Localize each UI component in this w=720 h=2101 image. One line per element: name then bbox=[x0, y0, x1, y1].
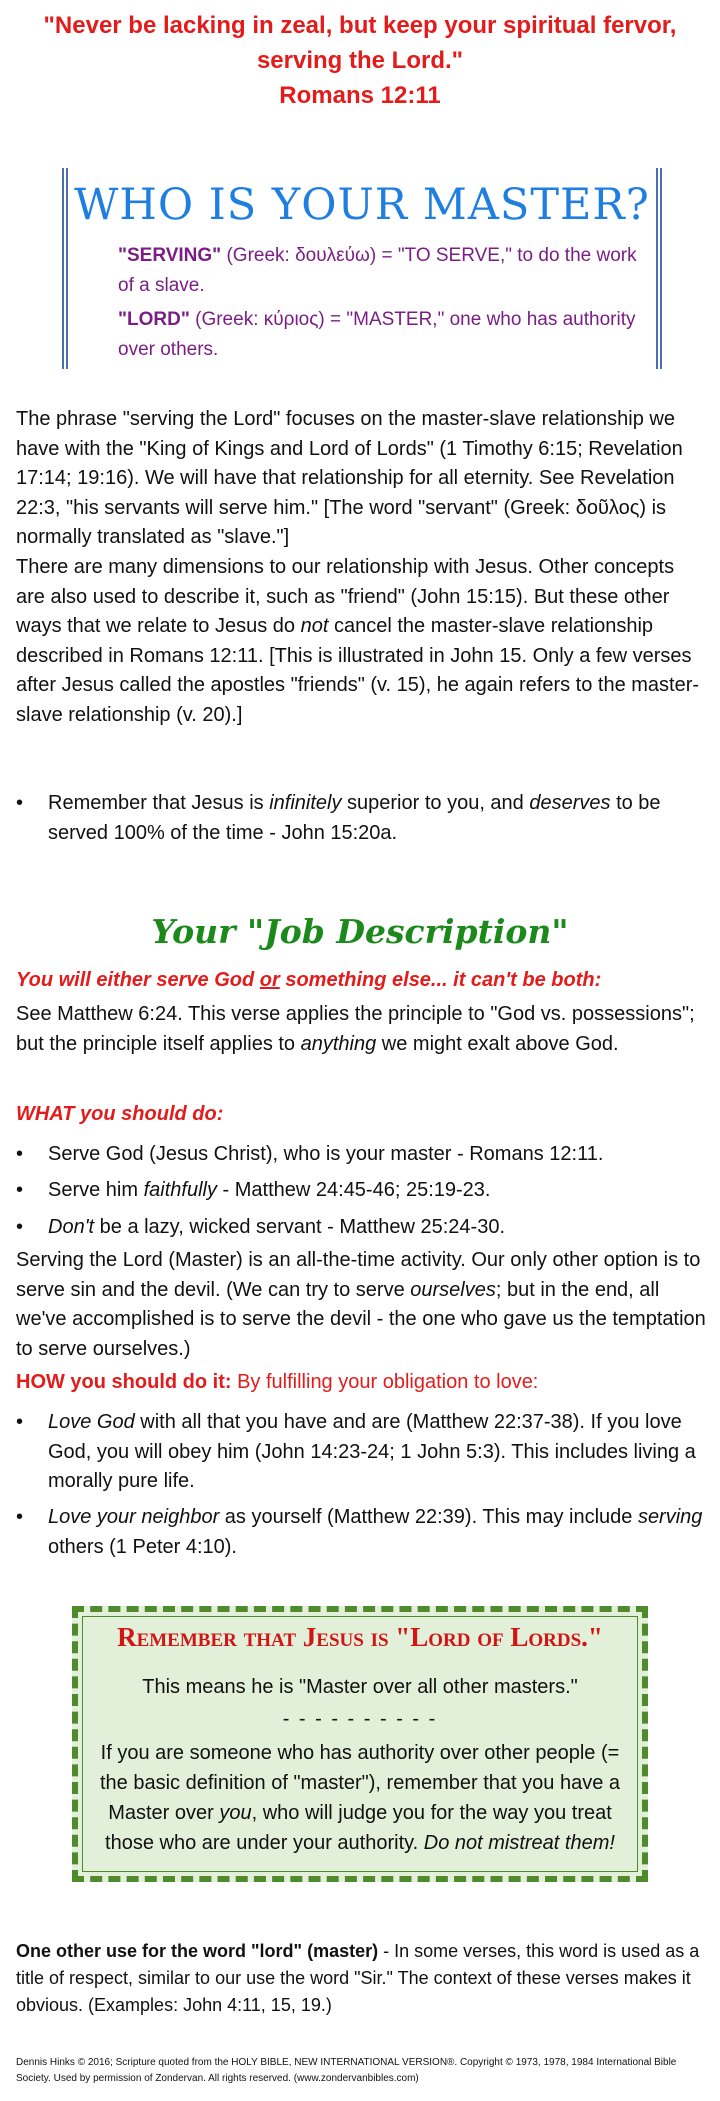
other-use-bold: One other use for the word "lord" (master) bbox=[16, 1941, 379, 1961]
bullet-icon: • bbox=[16, 1143, 24, 1165]
love-neighbor-text-b: others (1 Peter 4:10). bbox=[48, 1535, 237, 1558]
matthew-emphasis: anything bbox=[300, 1032, 377, 1055]
bullet-text bbox=[48, 1213, 708, 1243]
serving-paragraph bbox=[16, 1246, 706, 1364]
faithfully-text-a: Serve him bbox=[48, 1179, 144, 1201]
how-heading-bold: HOW you should do it: bbox=[16, 1371, 232, 1393]
serving-emphasis: ourselves bbox=[410, 1278, 496, 1301]
bullet-emphasis-2: deserves bbox=[529, 792, 611, 814]
master-title: WHO IS YOUR MASTER? bbox=[74, 180, 650, 230]
bullet-icon: • bbox=[16, 1179, 24, 1201]
master-definition-box bbox=[62, 168, 662, 369]
lord-term: "LORD" bbox=[118, 309, 190, 330]
intro-paragraph-1: The phrase "serving the Lord" focuses on the master-slave relationship we have with the "King of Kings and Lord of Lords" (1 Timothy 6:15; Revelation 17:14; 19:16). We will have that relationship for all eternity. See Revelation 22:3, "his servants will serve him." [The word "servant" (Greek: δοῦλος) is normally translated as "slave."] bbox=[16, 408, 683, 548]
not-lazy-text: be a lazy, wicked servant - Matthew 25:24-30. bbox=[94, 1216, 506, 1238]
love-god-emphasis: Love God bbox=[48, 1411, 135, 1433]
dont-emphasis: Don't bbox=[48, 1216, 95, 1238]
love-neighbor-emphasis: Love your neighbor bbox=[48, 1506, 220, 1528]
how-heading-rest: By fulfilling your obligation to love: bbox=[231, 1371, 539, 1393]
other-use-paragraph bbox=[16, 1938, 706, 2019]
bullet-text-b: superior to you, and bbox=[341, 792, 530, 814]
bullet-text-a: Remember that Jesus is bbox=[48, 792, 270, 814]
copyright-footer: Dennis Hinks © 2016; Scripture quoted from the HOLY BIBLE, NEW INTERNATIONAL VERSION®. Copyright © 1973, 1978, 1984 International Bible Society. Used by permission of Zondervan. All rights reserved. (www.zondervanbibles.com) bbox=[16, 2057, 677, 2084]
faithfully-emphasis: faithfully bbox=[143, 1179, 217, 1201]
remember-line-1: This means he is "Master over all other masters." bbox=[142, 1676, 578, 1698]
bullet-text bbox=[48, 1176, 708, 1206]
bullet-text: Serve God (Jesus Christ), who is your master - Romans 12:11. bbox=[48, 1143, 604, 1165]
serving-text-a: Serving the Lord (Master) is an all-the-time activity. Our only other option is to serve sin and the devil. (We can try to serve bbox=[16, 1249, 701, 1301]
either-underline: or bbox=[259, 969, 280, 991]
serving-definition bbox=[118, 241, 638, 301]
matthew-text-a: See Matthew 6:24. This verse applies the principle to "God vs. possessions"; but the principle itself applies to bbox=[16, 1003, 695, 1055]
faithfully-text-b: - Matthew 24:45-46; 25:19-23. bbox=[216, 1179, 491, 1201]
bullet-text-c: to be served 100% of the time - John 15:20a. bbox=[48, 792, 661, 844]
verse-reference: Romans 12:11 bbox=[279, 82, 441, 109]
lord-definition bbox=[118, 305, 638, 365]
either-or-heading bbox=[16, 966, 706, 995]
love-neighbor-text-a: as yourself (Matthew 22:39). This may include bbox=[219, 1506, 638, 1528]
remember-body-b: , who will judge you for the way you treat those who are under your authority. bbox=[105, 1802, 612, 1854]
verse-line-2: serving the Lord." bbox=[256, 47, 464, 74]
remember-box bbox=[72, 1606, 648, 1882]
p2-emphasis: not bbox=[300, 615, 329, 637]
matthew-paragraph bbox=[16, 1000, 706, 1059]
bullet-text bbox=[48, 1408, 708, 1497]
remember-emphasis-2: Do not mistreat them! bbox=[423, 1832, 615, 1854]
matthew-text-b: we might exalt above God. bbox=[376, 1032, 619, 1055]
bullet-emphasis-1: infinitely bbox=[269, 792, 342, 814]
intro-paragraph-2 bbox=[16, 553, 706, 730]
opening-verse bbox=[0, 8, 720, 113]
either-text-b: something else... it can't be both: bbox=[279, 969, 602, 991]
bullet-icon: • bbox=[16, 792, 24, 814]
job-description-heading: Your "Job Description" bbox=[151, 912, 569, 951]
bullet-icon: • bbox=[16, 1411, 24, 1433]
p2-text-b: cancel the master-slave relationship described in Romans 12:11. [This is illustrated in John 15. Only a few verses after Jesus called the apostles "friends" (v. 15), he again refers to the master-slave relationship (v. 20).] bbox=[16, 615, 700, 726]
serving-definition-text: (Greek: δουλεύω) = "TO SERVE," to do the work of a slave. bbox=[118, 245, 637, 296]
bullet-icon: • bbox=[16, 1506, 24, 1528]
verse-line-1: "Never be lacking in zeal, but keep your spiritual fervor, bbox=[43, 12, 677, 39]
lord-definition-text: (Greek: κύριος) = "MASTER," one who has authority over others. bbox=[118, 309, 636, 360]
p2-text-a: There are many dimensions to our relationship with Jesus. Other concepts are also used to describe it, such as "friend" (John 15:15). But these other ways that we relate to Jesus do bbox=[16, 556, 675, 637]
what-heading: WHAT you should do: bbox=[16, 1103, 224, 1125]
serving-term: "SERVING" bbox=[118, 245, 222, 266]
either-text-a: You will either serve God bbox=[16, 969, 260, 991]
other-use-text: - In some verses, this word is used as a title of respect, similar to our use the word "Sir." The context of these verses makes it obvious. (Examples: John 4:11, 15, 19.) bbox=[16, 1941, 700, 2015]
how-heading bbox=[16, 1368, 706, 1397]
serving-emphasis-2: serving bbox=[637, 1506, 703, 1528]
serving-text-b: ; but in the end, all we've accomplished is to serve the devil - the one who gave us the temptation to serve ourselves.) bbox=[16, 1278, 706, 1360]
remember-dashes: - - - - - - - - - - bbox=[282, 1708, 438, 1730]
love-god-text: with all that you have and are (Matthew 22:37-38). If you love God, you will obey him (John 14:23-24; 1 John 5:3). This includes living a morally pure life. bbox=[48, 1411, 696, 1492]
remember-title: Remember that Jesus is "Lord of Lords." bbox=[117, 1622, 603, 1652]
remember-emphasis: you bbox=[219, 1802, 252, 1824]
remember-body-a: If you are someone who has authority over other people (= the basic definition of "master"), remember that you have a Master over bbox=[99, 1742, 620, 1824]
bullet-text bbox=[48, 789, 708, 848]
bullet-icon: • bbox=[16, 1216, 24, 1238]
bullet-text bbox=[48, 1503, 708, 1562]
remember-body bbox=[88, 1738, 632, 1858]
